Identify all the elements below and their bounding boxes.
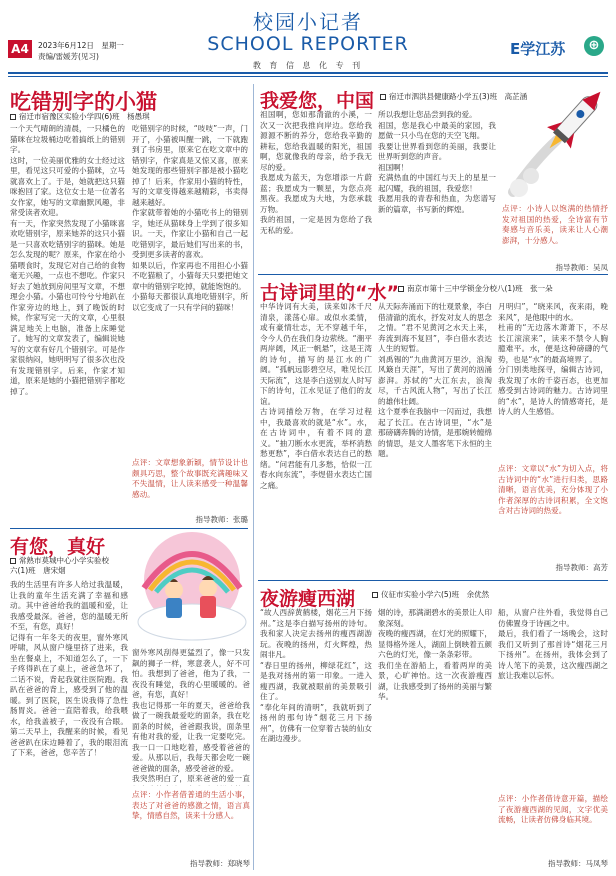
article-body-water-col1: 中华诗词有大美，读来如沐千尺清泉，漾荡心扉。或似水柔情，或有豪情壮志，无不穿越千年，令今人仍在我们身边萦绕。“潮平两岸阔，风正一帆悬”，这是王湾的诗句，描写的是江水的广阔。“孤帆远影碧空尽，唯见长江天际流”，这是李白送别友人时写下的诗句，江水见证了他们的友谊。 古诗词描绘万物，在学习过程中，我最喜欢的就是“水”。水，在古诗词中，有着不同的意义。“抽刀断水水更流，举杯消愁愁更愁”，李白借水表达自己的愁绪。“问君能有几多愁，恰似一江春水向东流”，李煜借水表达亡国之痛。 [260,302,372,490]
article-body-cat-col2: 吃错别字的时候，“吱吱”一声，门开了，小猫被叫醒一跳，一下就跑到了书房里，原来它在吃文章中的错别字，作家真是又惊又喜，原来她发现的那些错别字都是被小猫吃掉了！后来，作家用小猫的特性，写的文章变得越来越精彩，书卖得越来越好。 作家就带着她的小猫吃书上的错别字，她还从猫咪身上学到了很多知识。一天，作家让小猫和自己一起吃错别字，最后她们写出来的书，受到更多读者的喜欢。 如果以后，作家再也不用担心小猫不吃猫粮了，小猫每天只要把她文章中的错别字吃掉，就能饱饱的。 小猫每天都很认真地吃错别字，所以它变成了一只有学问的猫咪！ [132,124,248,312]
date-line: 2023年6月12日 星期一 [38,41,124,50]
article-body-china-col2: 所以我想让您品尝到我的爱。 祖国，您是我心中最美的家园，我愿做一只小鸟在您的天空飞翔。 我要让世界看到您的美丽，我要让世界听到您的声音。 祖国啊！ 充满热血的中国红与天上的星星一起闪耀，我的祖国，我爱您！ 我愿用我的青春和热血，为您谱写新的篇章，书写新的辉煌。 [378,110,496,214]
article-comment-water: 点评：文章以“水”为切入点，将古诗词中的“水”进行归类，思路清晰，语言优美，充分体现了小作者深厚的古诗词积累，全文饱含对古诗词的热爱。 [498,464,608,515]
article-title-lake: 夜游瘦西湖 [260,588,356,610]
article-author-lake [372,590,489,600]
divider [258,274,608,275]
divider [10,528,248,529]
wheel-icon: ⊕ [584,36,604,56]
article-body-lake-col3: 船，从窗户往外看，我觉得自己仿佛置身于诗画之中。 最后，我们看了一场晚会，这时我们又听到了那首诗“烟花三月下扬州”。在扬州，我体会到了诗人笔下的美景，这次瘦西湖之旅让我难以忘怀。 [498,608,608,680]
marker-icon [10,114,16,120]
article-comment-dad: 点评：小作者借普通的生活小事，表达了对爸爸的感激之情，语言真挚，情感自然，读来十分感人。 [132,790,250,820]
article-comment-china: 点评：小诗人以饱满的热情抒发对祖国的热爱，全诗富有节奏感与音乐美，读来让人心潮澎湃，十分感人。 [502,204,608,245]
article-teacher-water: 指导教师：高芳 [555,563,608,572]
article-title-water: 古诗词里的“水” [260,282,399,304]
header-rule [8,72,608,74]
article-body-lake-col2: 烟的诗，那满湖碧水的美景让人印象深刻。 夜晚的瘦西湖，在灯光的照耀下，显得格外迷人，湖面上倒映着五颜六色的灯光，像一条条彩带。 我们坐在游船上，看着两岸的美景，心旷神怡。这一次夜游瘦西湖，让我感受到了扬州的美丽与繁华。 [378,608,492,701]
author-text: 南京市第十三中学锁金分校八(1)班 张一朵 [407,284,553,293]
article-title-dad: 有您，真好 [10,536,106,558]
marker-icon [372,592,378,598]
article-author-cat [10,112,150,122]
header-subtitle: 教 育 信 息 化 专 刊 [252,61,364,70]
logo [510,36,606,58]
article-teacher-dad: 指导教师：郑晓琴 [190,859,250,868]
page-header [0,0,616,80]
article-teacher-lake: 指导教师：马凤琴 [548,859,608,868]
author-text: 常熟市莫城中心小学实验校 六(1)班 唐宋烟 [10,556,109,575]
article-author-water [398,284,553,294]
article-comment-lake: 点评：小作者借诗意开篇，描绘了夜游瘦西湖的见闻，文字优美流畅，让读者仿佛身临其境。 [498,794,608,824]
column-divider [253,84,254,870]
marker-icon [398,286,404,292]
author-text: 宿迁市宿豫区实验小学四(6)班 杨愚琪 [19,112,150,121]
article-body-china-col1: 祖国啊，您如那清澈的小溪，一次又一次把我推向岸边。您给我源源不断的养分，您给我辛勤的耕耘，您给我温暖的阳光，祖国啊，您就像我的母亲，给予我无尽的爱。 我愿成为蓝天，为您增添一片蔚蓝；我愿成为一颗星，为您点亮黑夜。我愿成为大地，为您承载万物。 我的祖国，一定是因为您给了我无私的爱。 [260,110,372,235]
article-body-cat-col1: 一个天气晴朗的清晨，一只橘色的猫咪在垃圾桶边吃着搞纸上的错别字。 这时，一位美丽优雅的女士经过这里，看见这只可爱的小猫咪，立马就喜欢上了。于是，她就把这只猫咪抱回了家。这位女士是一位著名女作家，她写的文章幽默风趣，非常受读者欢迎。 有一天，作家突然发现了小猫咪喜欢吃错别字，原来她养的这只小猫是一只喜欢吃错别字的猫咪。她是怎么发现的呢？原来，作家在给小猫喂食时，发现它对自己给的食物毫无兴趣，一点也不想吃。作家只好去了她放到房间里写文章，不想理会小猫。小猫也可怜兮兮地趴在作家旁边的地上，到了晚饭的时候，作家写完一天的文章，心里很满足地关上电脑，准备上床睡觉了。她写的文章发表了，编辑说她写的文章有好几个错别字。可是作家很纳闷，她明明写了很多次也没有发现错别字。后来，作家才知道，原来是她的小猫把错别字都吃掉了。 [10,124,125,396]
article-title-china: 我爱您，中国 [260,90,375,112]
children-on-cloud-illustration [132,530,250,645]
header-rule-thin [8,76,608,77]
page-number-badge: A4 [8,40,32,58]
marker-icon [10,558,16,564]
article-body-lake-col1: “故人西辞黄鹤楼，烟花三月下扬州。”这是李白描写扬州的诗句。我和家人决定去扬州的瘦西湖游玩。夜晚的扬州，灯火辉煌，热闹非凡。 “春日里的扬州，柳绿花红”，这是我对扬州的第一印象。一进入瘦西湖，我就被眼前的美景吸引住了。 “奉化年间的清明”，我就听到了扬州的那句诗“烟花三月下扬州”，仿佛有一位穿着古装的仙女在湖边漫步。 [260,608,372,743]
logo-text: E学江苏 [510,40,566,58]
article-author-dad [10,556,132,576]
author-text: 仪征市实验小学六(5)班 余优然 [381,590,490,599]
article-title-cat: 吃错别字的小猫 [10,90,157,114]
header-title-cn: 校园小记者 [253,10,363,34]
article-body-dad-col1: 我的生活里有许多人给过我温暖，让我的童年生活充满了幸福和感动。其中爸爸给我的温暖和爱，让我感受最深。爸爸，您的温暖无所不至，有您，真好！ 记得有一年冬天的夜里，窗外寒风呼啸，风从窗户缝里挤了进来，我坐在餐桌上，不知道怎么了，一下子疼得趴在了桌上，爸爸急坏了，二话不说，背起我就往医院跑。我趴在爸爸的背上，感受到了他的温暖。到了医院，医生说我得了急性肠胃炎。爸爸一直陪着我，给我喂水，给我盖被子，一夜没有合眼。第二天早上，我醒来的时候，看见爸爸趴在床边睡着了，我的眼泪流了下来，爸爸，您辛苦了！ [10,580,128,757]
rocket-illustration [505,80,610,200]
article-comment-cat: 点评：文章想象新颖，情节设计也颇具巧思，整个故事既充满趣味又不失温情，让人读来感受一种温馨感动。 [132,458,248,499]
article-teacher-cat: 指导教师：张璐 [195,515,248,524]
editor-line: 责编/雷媛芳(见习) [38,52,99,61]
divider [258,580,608,581]
article-body-water-col3: 月明归”，“晓来风，夜来雨，晚来风”，是他眼中的水。 杜甫的“无边落木萧萧下，不尽长江滚滚来”，读来不禁令人胸臆难平。水，便是这种磅礴的气势，也是“水”的最高境界了。 分门别类地探寻，编辑古诗词，我发现了水的千姿百态，也更加感受到古诗词的魅力。古诗词里的“水”，是诗人的情感寄托，是诗人的人生感悟。 [498,302,608,416]
article-body-dad-col2: 窗外寒风刮得更猛烈了，像一只发飙的狮子一样，寒意袭人，好不可怕。我想到了爸爸，他为了我，一夜没有睡觉，我的心里暖暖的。爸爸，有您，真好！ 我也记得那一年的夏天，爸爸给我做了一碗我最爱吃的面条，我在吃面条的时候，爸爸跟我说，面条里有他对我的爱，让我一定要吃完。我一口一口地吃着，感受着爸爸的爱。从那以后，我每天都会吃一碗爸爸做的面条，感受爸爸的爱。 我突然明白了，原来爸爸的爱一直 [132,648,250,783]
author-text: 宿迁市泗洪县健康路小学五(3)班 高芷涵 [389,92,528,101]
article-teacher-china: 指导教师：吴凤 [555,263,608,272]
article-body-water-col2: 从天际奔涌而下的壮观景象，李白借清澈的流水，抒发对友人的思念之情。“君不见黄河之水天上来，奔流到海不复回”，李白借水表达人生的短暂。 刘禹锡的“九曲黄河万里沙，浪淘风簸自天涯”，写出了黄河的汹涌澎湃。苏轼的“大江东去，浪淘尽，千古风流人物”，写出了长江的雄伟壮阔。 这个夏季在我脑中一闪而过，我想起了长江。在古诗词里，“水”是那磅礴奔腾的诗情，是那婉转缠绵的情思，是文人墨客笔下永恒的主题。 [378,302,492,458]
marker-icon [380,94,386,100]
header-title-en: SCHOOL REPORTER [207,33,409,55]
